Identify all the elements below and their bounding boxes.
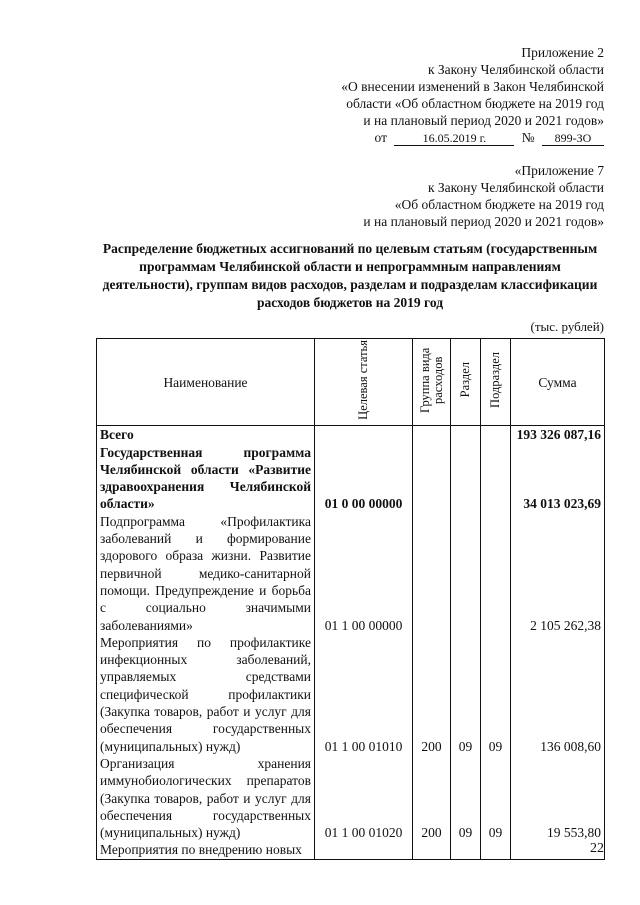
row-group <box>413 841 451 859</box>
appendix-2-line: области «Об областном бюджете на 2019 год <box>346 96 604 111</box>
row-target <box>315 426 413 444</box>
law-date: 16.05.2019 г. <box>394 131 514 146</box>
budget-table <box>96 338 605 860</box>
table-row <box>97 634 605 755</box>
row-section <box>451 513 481 634</box>
table-row-total <box>97 426 605 444</box>
table-row <box>97 444 605 513</box>
table-header-row <box>97 339 605 426</box>
document-heading: Распределение бюджетных ассигнований по целевым статьям (государственным программам Челябинской области и непрограммным направлениям деятельности), группам видов расходов, разделам и подразделам классификации расходов бюджетов на 2019 год <box>102 241 598 310</box>
header-target-label: Целевая статья <box>356 340 370 420</box>
appendix-7-line: и на плановый период 2020 и 2021 годов» <box>363 214 604 229</box>
row-name: Подпрограмма «Профилактика заболеваний и формирование здорового образа жизни. Развитие первичной медико-санитарной помощи. Предупреждение и борьба с социально значимыми заболеваниями» <box>97 513 315 634</box>
row-group: 200 <box>413 755 451 841</box>
header-name: Наименование <box>97 339 315 426</box>
row-section: 09 <box>451 634 481 755</box>
row-target: 01 1 00 00000 <box>315 513 413 634</box>
table-row <box>97 513 605 634</box>
row-section <box>451 426 481 444</box>
law-number: 899-ЗО <box>542 131 604 146</box>
row-amount: 136 008,60 <box>511 634 605 755</box>
appendix-7-title: «Приложение 7 <box>514 163 604 178</box>
row-target: 01 0 00 00000 <box>315 444 413 513</box>
appendix-2-line: к Закону Челябинской области <box>427 62 604 77</box>
appendix-7-line: к Закону Челябинской области <box>427 180 604 195</box>
appendix-2-line: «О внесении изменений в Закон Челябинской <box>341 79 604 94</box>
row-subsection: 09 <box>481 755 511 841</box>
table-row <box>97 841 605 859</box>
header-section-label: Раздел <box>458 362 472 398</box>
row-group <box>413 426 451 444</box>
row-subsection <box>481 444 511 513</box>
row-amount: 34 013 023,69 <box>511 444 605 513</box>
row-name: Всего <box>97 426 315 444</box>
row-amount: 2 105 262,38 <box>511 513 605 634</box>
header-subsection <box>481 339 511 426</box>
row-amount: 19 553,80 <box>511 755 605 841</box>
row-subsection <box>481 841 511 859</box>
row-target: 01 1 00 01010 <box>315 634 413 755</box>
appendix-2-line: и на плановый период 2020 и 2021 годов» <box>363 113 604 128</box>
row-name: Мероприятия по внедрению новых <box>97 841 315 859</box>
from-label: от <box>374 130 387 145</box>
page-number: 22 <box>590 841 604 856</box>
row-section <box>451 444 481 513</box>
row-subsection <box>481 426 511 444</box>
header-group <box>413 339 451 426</box>
row-name: Государственная программа Челябинской области «Развитие здравоохранения Челябинской области» <box>97 444 315 513</box>
number-label: № <box>521 130 535 145</box>
appendix-2-block <box>341 44 604 146</box>
header-section <box>451 339 481 426</box>
header-amount: Сумма <box>511 339 605 426</box>
row-amount: 193 326 087,16 <box>511 426 605 444</box>
row-name: Мероприятия по профилактике инфекционных заболеваний, управляемых средствами специфической профилактики (Закупка товаров, работ и услуг для обеспечения государственных (муниципальных) нужд) <box>97 634 315 755</box>
row-target <box>315 841 413 859</box>
row-section <box>451 841 481 859</box>
header-group-label: Группа вида расходов <box>417 347 445 413</box>
appendix-7-line: «Об областном бюджете на 2019 год <box>394 197 604 212</box>
units-label: (тыс. рублей) <box>530 319 604 334</box>
row-target: 01 1 00 01020 <box>315 755 413 841</box>
row-group <box>413 444 451 513</box>
header-target <box>315 339 413 426</box>
appendix-7-block <box>363 162 604 230</box>
row-subsection: 09 <box>481 634 511 755</box>
row-name: Организация хранения иммунобиологических препаратов (Закупка товаров, работ и услуг для обеспечения государственных (муниципальных) нужд) <box>97 755 315 841</box>
row-subsection <box>481 513 511 634</box>
row-section: 09 <box>451 755 481 841</box>
appendix-2-title: Приложение 2 <box>521 45 604 60</box>
header-subsection-label: Подраздел <box>488 352 502 408</box>
row-group <box>413 513 451 634</box>
table-row <box>97 755 605 841</box>
row-group: 200 <box>413 634 451 755</box>
law-date-number <box>341 129 604 146</box>
